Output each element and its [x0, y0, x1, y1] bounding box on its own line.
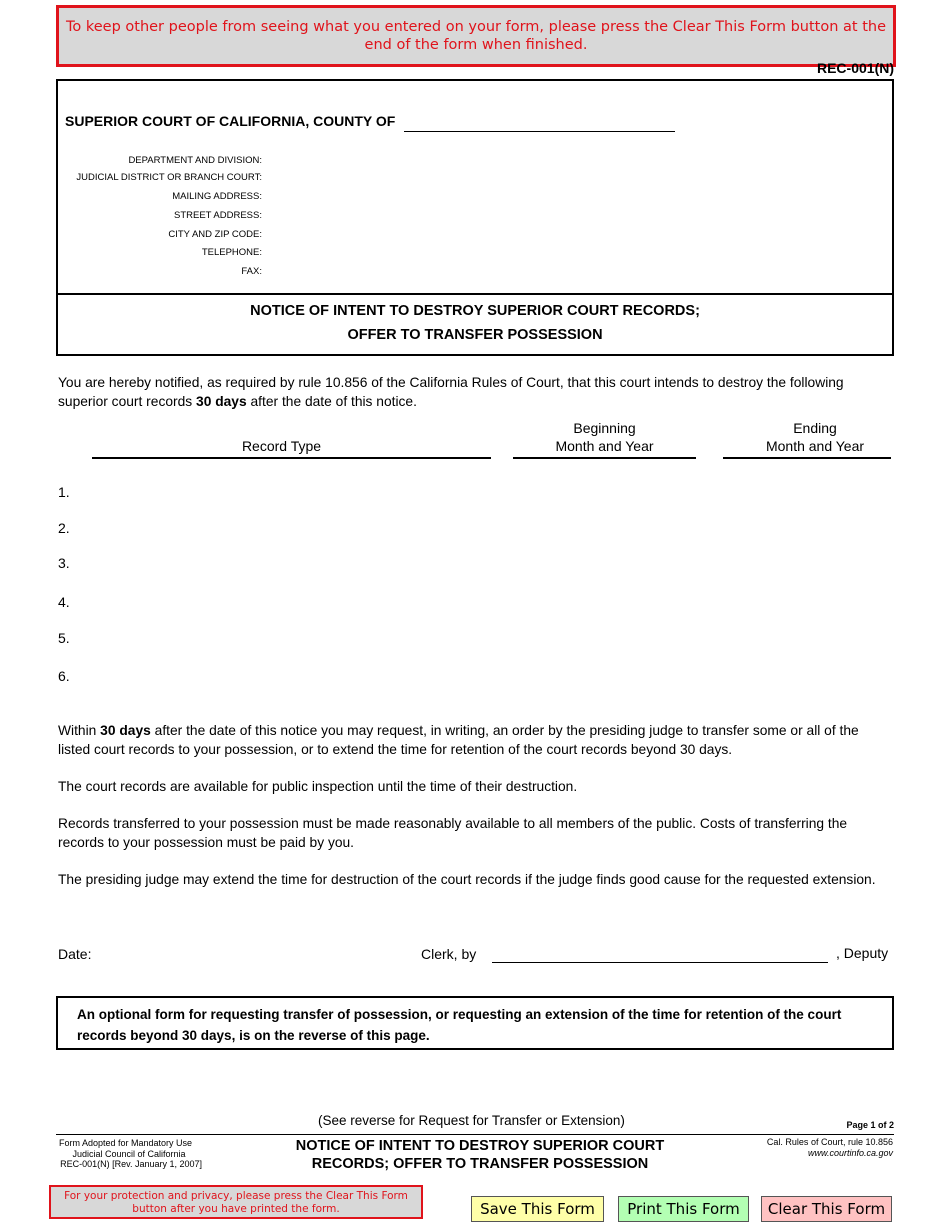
record-type-rule	[92, 457, 491, 459]
clerk-signature-field[interactable]	[492, 962, 828, 963]
record-row-6: 6.	[58, 668, 70, 684]
footer-form-title: NOTICE OF INTENT TO DESTROY SUPERIOR COURT RECORDS; OFFER TO TRANSFER POSSESSION	[295, 1138, 665, 1172]
beginning-rule	[513, 457, 696, 459]
print-form-button[interactable]: Print This Form	[618, 1196, 749, 1222]
intro-paragraph: You are hereby notified, as required by rule 10.856 of the California Rules of Court, that this court intends to destroy the following superior court records 30 days after the date of this notice.	[58, 375, 844, 409]
county-field[interactable]	[404, 131, 675, 132]
optional-form-note: An optional form for requesting transfer of possession, or requesting an extension of the time for retention of the court records beyond 30 days, is on the reverse of this page.	[56, 996, 894, 1050]
court-title: SUPERIOR COURT OF CALIFORNIA, COUNTY OF	[65, 113, 396, 129]
record-row-2: 2.	[58, 520, 70, 536]
telephone-label: TELEPHONE:	[201, 247, 262, 258]
page-number: Page 1 of 2	[846, 1120, 894, 1130]
transfer-paragraph: Records transferred to your possession must be made reasonably available to all members of the public. Costs of transferring the records to your possession must be paid by you.	[58, 816, 848, 850]
street-address-label: STREET ADDRESS:	[174, 210, 262, 221]
beginning-header: Beginning Month and Year	[555, 420, 654, 454]
footer-citation: Cal. Rules of Court, rule 10.856 www.courtinfo.ca.gov	[766, 1137, 893, 1158]
ending-header: Ending Month and Year	[765, 420, 865, 454]
save-form-button[interactable]: Save This Form	[471, 1196, 604, 1222]
extend-paragraph: The presiding judge may extend the time for destruction of the court records if the judge finds good cause for the requested extension.	[58, 872, 876, 887]
form-number: REC-001(N)	[816, 60, 894, 76]
mailing-address-label: MAILING ADDRESS:	[172, 191, 262, 202]
judicial-district-label: JUDICIAL DISTRICT OR BRANCH COURT:	[76, 172, 262, 183]
record-row-1: 1.	[58, 484, 70, 500]
record-row-4: 4.	[58, 594, 70, 610]
footer-rule	[56, 1134, 894, 1135]
privacy-notice-top: To keep other people from seeing what you entered on your form, please press the Clear This Form button at the end of the form when finished.	[56, 5, 896, 67]
record-type-header: Record Type	[241, 438, 322, 454]
clear-form-button[interactable]: Clear This Form	[761, 1196, 892, 1222]
department-label: DEPARTMENT AND DIVISION:	[128, 155, 262, 166]
form-adopted-info: Form Adopted for Mandatory Use Judicial Council of California REC-001(N) [Rev. January 1, 2007]	[59, 1138, 202, 1169]
deputy-label: , Deputy	[836, 945, 889, 961]
date-label: Date:	[58, 946, 92, 962]
ending-rule	[723, 457, 891, 459]
notice-title-line1: NOTICE OF INTENT TO DESTROY SUPERIOR COURT RECORDS;	[250, 303, 700, 319]
fax-label: FAX:	[241, 266, 262, 277]
within-paragraph: Within 30 days after the date of this notice you may request, in writing, an order by the presiding judge to transfer some or all of the listed court records to your possession, or to extend the time for retention of the court records beyond 30 days.	[58, 723, 859, 757]
record-row-5: 5.	[58, 630, 70, 646]
caption-divider	[56, 293, 894, 295]
see-reverse-note: (See reverse for Request for Transfer or Extension)	[318, 1113, 625, 1128]
privacy-notice-bottom: For your protection and privacy, please press the Clear This Form button after you have printed the form.	[49, 1185, 423, 1219]
record-row-3: 3.	[58, 555, 70, 571]
notice-title-line2: OFFER TO TRANSFER POSSESSION	[347, 327, 603, 343]
clerk-label: Clerk, by	[421, 946, 477, 962]
inspection-paragraph: The court records are available for public inspection until the time of their destruction.	[58, 779, 578, 794]
city-zip-label: CITY AND ZIP CODE:	[168, 229, 262, 240]
